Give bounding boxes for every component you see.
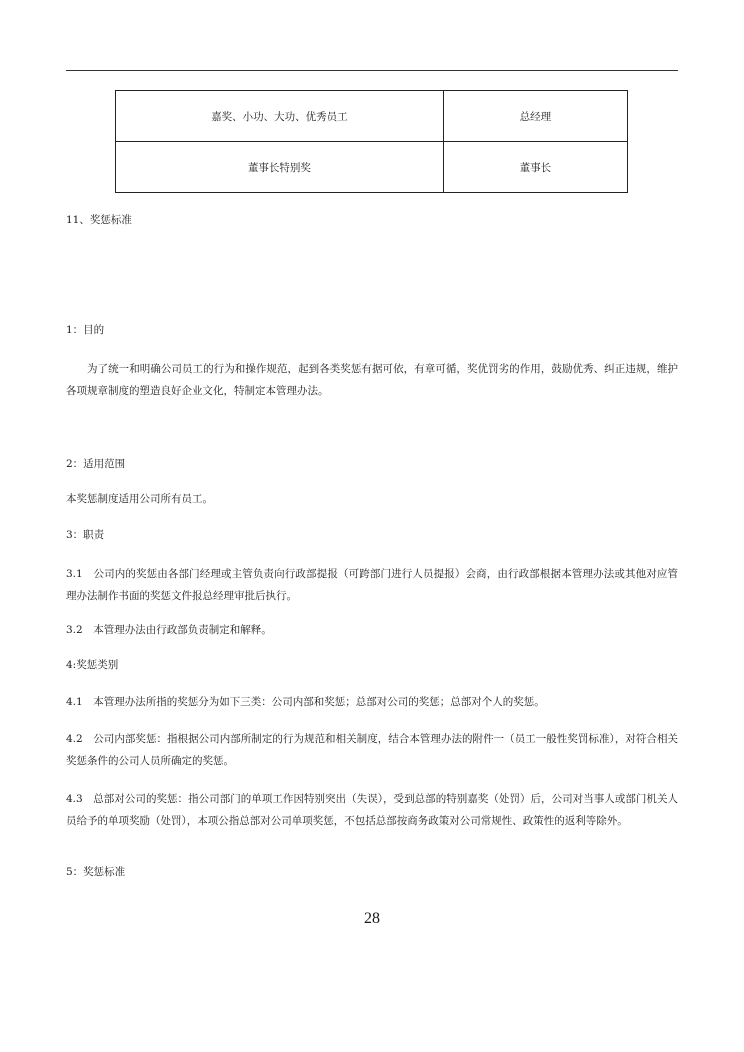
section-1-body: 为了统一和明确公司员工的行为和操作规范，起到各类奖惩有据可依，有章可循，奖优罚劣的作用，鼓励优秀、纠正违规，维护各项规章制度的塑造良好企业文化，特制定本管理办法。 [66,363,678,397]
table-row [116,142,628,193]
page-number: 28 [364,910,380,927]
paragraph-4-1: 4.1 本管理办法所指的奖惩分为如下三类：公司内部和奖惩；总部对公司的奖惩；总部对个人的奖惩。 [66,696,545,708]
section-2-body: 本奖惩制度适用公司所有员工。 [66,493,213,505]
section-5-heading: 5：奖惩标准 [66,866,126,878]
approver-cell: 总经理 [443,91,627,142]
section-1-heading: 1：目的 [66,324,105,336]
approver-cell: 董事长 [443,142,627,193]
paragraph-4-2: 4.2 公司内部奖惩：指根据公司内部所制定的行为规范和相关制度，结合本管理办法的附件一（员工一般性奖罚标准），对符合相关奖惩条件的公司人员所确定的奖惩。 [66,733,678,767]
section-4-heading: 4:奖惩类别 [66,659,119,671]
approval-table [115,90,628,193]
reward-cell: 董事长特别奖 [116,142,444,193]
section-3-heading: 3：职责 [66,529,105,541]
section-2-heading: 2：适用范围 [66,458,126,470]
section-11-heading: 11、奖惩标准 [66,214,132,226]
paragraph-3-2: 3.2 本管理办法由行政部负责制定和解释。 [66,624,272,636]
paragraph-3-1: 3.1 公司内的奖惩由各部门经理或主管负责向行政部提报（可跨部门进行人员提报）会商，由行政部根据本管理办法或其他对应管理办法制作书面的奖惩文件报总经理审批后执行。 [66,568,678,602]
table-row [116,91,628,142]
reward-cell: 嘉奖、小功、大功、优秀员工 [116,91,444,142]
paragraph-4-3: 4.3 总部对公司的奖惩：指公司部门的单项工作因特别突出（失误），受到总部的特别嘉奖（处罚）后，公司对当事人或部门机关人员给予的单项奖励（处罚），本项公指总部对公司单项奖惩，不包括总部按商务政策对公司常规性、政策性的返利等除外。 [66,793,678,827]
header-rule [66,70,678,71]
